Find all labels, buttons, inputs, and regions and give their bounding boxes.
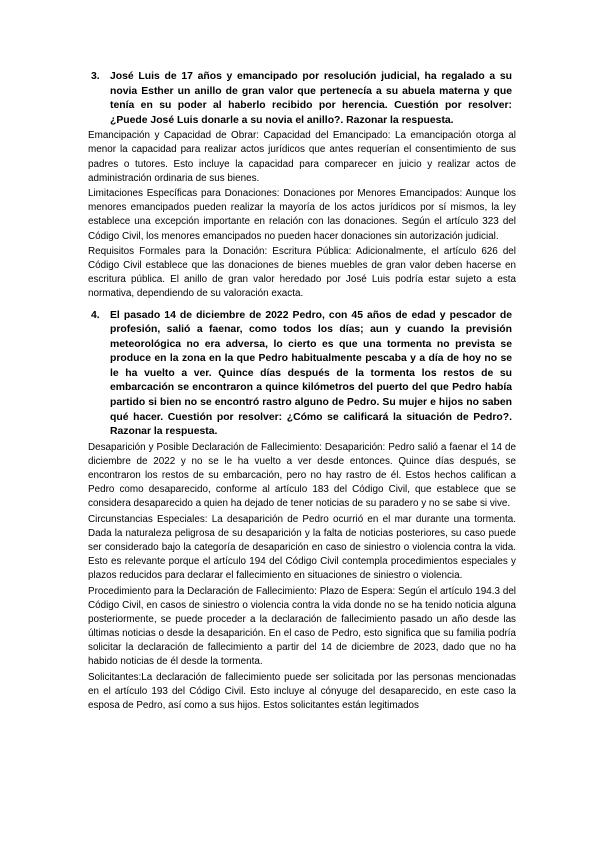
answer-paragraph: Desaparición y Posible Declaración de Fallecimiento: Desaparición: Pedro salió a faenar el 14 de diciembre de 2022 y no se le ha vuelto a ver desde entonces. Quince días después, se encontraron los restos de su embarcación, pero no hay rastro de él. Estos hechos califican a Pedro como desaparecido, conforme al artículo 183 del Código Civil, que establece que se considera desaparecido a quien ha dejado de tener noticias de su paradero y no se sabe si vive. xyxy=(88,441,516,510)
question-3 xyxy=(88,70,516,128)
answer-paragraph: Requisitos Formales para la Donación: Escritura Pública: Adicionalmente, el artículo 626 del Código Civil establece que las donaciones de bienes muebles de gran valor deben hacerse en escritura pública. El anillo de gran valor heredado por José Luis podría estar sujeto a esta normativa, dependiendo de su valoración exacta. xyxy=(88,246,516,300)
question-text: José Luis de 17 años y emancipado por resolución judicial, ha regalado a su novia Esther un anillo de gran valor que pertenecía a su abuela materna y que tenía en su poder al haberlo recibido por herencia. Cuestión por resolver: ¿Puede José Luis donarle a su novia el anillo?. Razonar la respuesta. xyxy=(110,71,512,126)
answer-paragraph: Solicitantes:La declaración de fallecimiento puede ser solicitada por las personas mencionadas en el artículo 193 del Código Civil. Esto incluye al cónyuge del desaparecido, en este caso la esposa de Pedro, así como a sus hijos. Estos solicitantes están legitimados xyxy=(88,671,516,712)
question-4 xyxy=(88,309,516,440)
answer-paragraph: Circunstancias Especiales: La desaparición de Pedro ocurrió en el mar durante una tormenta. Dada la naturaleza peligrosa de su desaparición y la falta de noticias posteriores, su caso puede ser considerado bajo la categoría de desaparición en caso de siniestro o violencia contra la vida. Esto es relevante porque el artículo 194 del Código Civil contempla procedimientos especiales y plazos reducidos para declarar el fallecimiento en situaciones de siniestro o violencia. xyxy=(88,513,516,582)
answer-paragraph: Procedimiento para la Declaración de Fallecimiento: Plazo de Espera: Según el artículo 194.3 del Código Civil, en casos de siniestro o violencia contra la vida donde no se ha tenido noticia alguna posteriormente, se puede proceder a la declaración de fallecimiento pasado un año desde las últimas noticias o desde la desaparición. En el caso de Pedro, esto significa que su familia podría solicitar la declaración de fallecimiento a partir del 14 de diciembre de 2023, dado que no ha habido noticias de él desde la tormenta. xyxy=(88,585,516,668)
question-text: El pasado 14 de diciembre de 2022 Pedro, con 45 años de edad y pescador de profesión, salió a faenar, como todos los días; aun y cuando la previsión meteorológica no era adversa, lo cierto es que una tormenta no prevista se produce en la zona en la que Pedro habitualmente pescaba y a día de hoy no se le ha vuelto a ver. Quince días después de la tormenta los restos de su embarcación se encontraron a quince kilómetros del puerto del que Pedro había partido si bien no se encontró rastro alguno de Pedro. Su mujer e hijos no saben qué hacer. Cuestión por resolver: ¿Cómo se calificará la situación de Pedro?. Razonar la respuesta. xyxy=(110,309,512,438)
answer-paragraph: Emancipación y Capacidad de Obrar: Capacidad del Emancipado: La emancipación otorga al menor la capacidad para realizar actos jurídicos que antes requerían el consentimiento de sus padres o tutores. Esto incluye la capacidad para comparecer en juicio y realizar actos de administración ordinaria de sus bienes. xyxy=(88,130,516,184)
question-number: 3. xyxy=(91,71,100,82)
answer-paragraph: Limitaciones Específicas para Donaciones: Donaciones por Menores Emancipados: Aunque los menores emancipados pueden realizar la mayoría de los actos jurídicos por sí mismos, la ley establece una excepción importante en relación con las donaciones. Según el artículo 323 del Código Civil, los menores emancipados no pueden hacer donaciones sin autorización judicial. xyxy=(88,188,516,242)
question-number: 4. xyxy=(91,309,100,321)
